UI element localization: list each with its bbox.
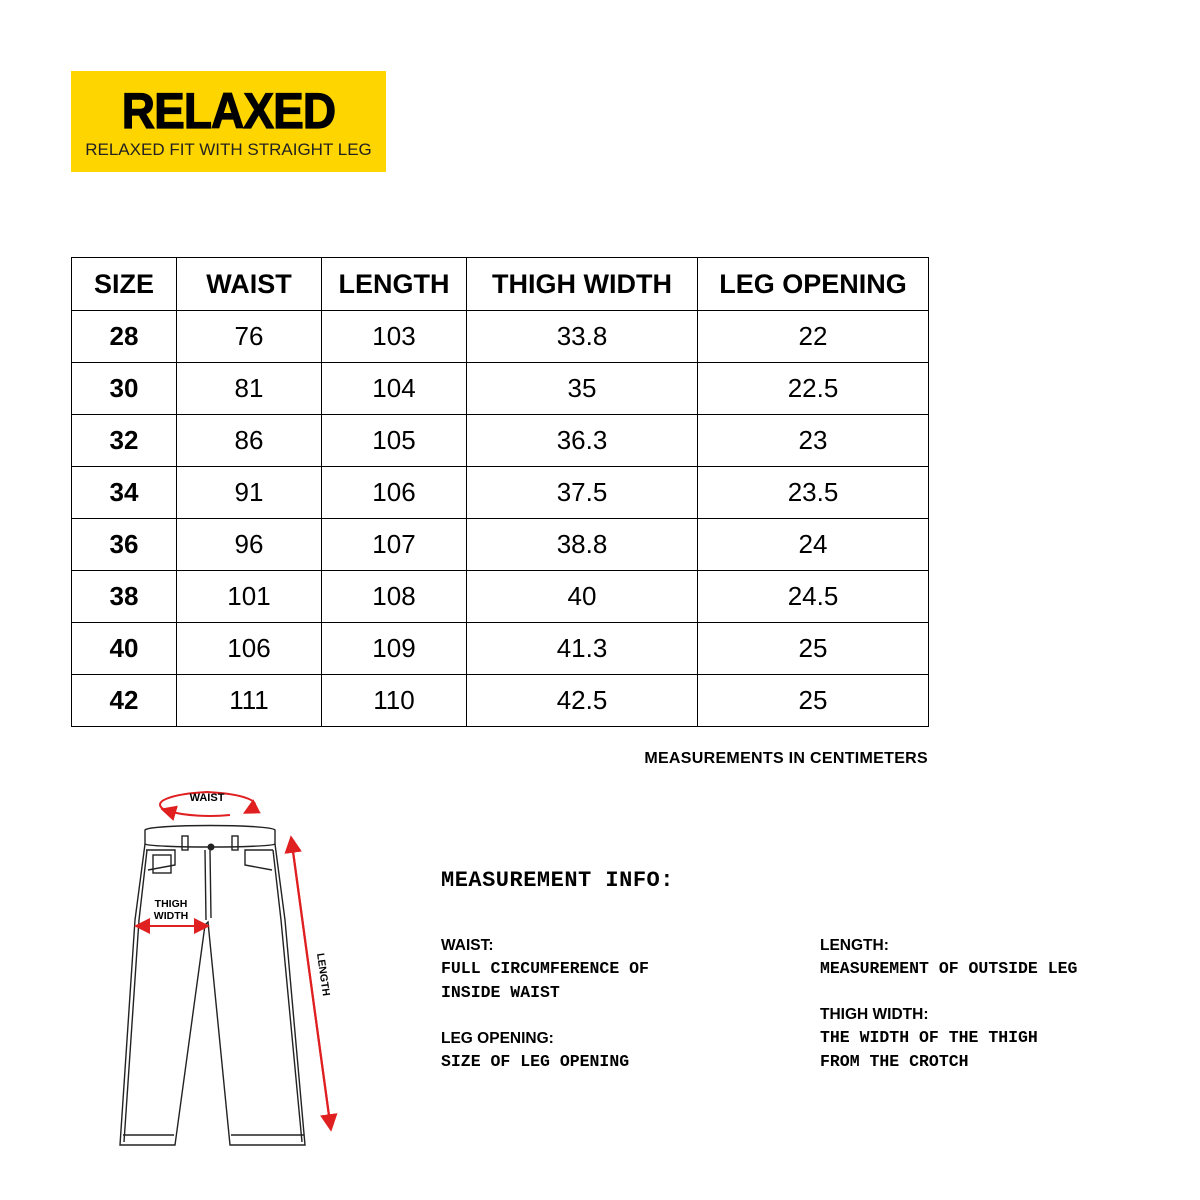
table-row	[72, 467, 929, 519]
info-waist-desc: FULL CIRCUMFERENCE OF INSIDE WAIST	[441, 959, 649, 1002]
measurement-info-heading: MEASUREMENT INFO:	[441, 868, 674, 893]
leg-opening-cell: 22.5	[698, 363, 929, 415]
table-row	[72, 363, 929, 415]
leg-opening-cell: 22	[698, 311, 929, 363]
leg-opening-cell: 24	[698, 519, 929, 571]
fit-subtitle: RELAXED FIT WITH STRAIGHT LEG	[85, 140, 372, 159]
size-cell: 42	[72, 675, 177, 727]
header-size: SIZE	[72, 258, 177, 311]
header-waist: WAIST	[177, 258, 322, 311]
table-row	[72, 519, 929, 571]
waist-cell: 96	[177, 519, 322, 571]
waist-cell: 86	[177, 415, 322, 467]
waist-cell: 76	[177, 311, 322, 363]
waist-cell: 81	[177, 363, 322, 415]
waist-cell: 111	[177, 675, 322, 727]
size-cell: 40	[72, 623, 177, 675]
length-cell: 105	[322, 415, 467, 467]
size-cell: 28	[72, 311, 177, 363]
length-cell: 106	[322, 467, 467, 519]
waist-cell: 91	[177, 467, 322, 519]
info-thigh-width-term: THIGH WIDTH:	[820, 1006, 929, 1023]
length-cell: 103	[322, 311, 467, 363]
fit-title: RELAXED	[121, 83, 336, 139]
thigh-width-cell: 33.8	[467, 311, 698, 363]
length-cell: 108	[322, 571, 467, 623]
thigh-width-cell: 42.5	[467, 675, 698, 727]
info-leg-opening	[441, 1028, 629, 1074]
size-cell: 34	[72, 467, 177, 519]
thigh-label-line2: WIDTH	[153, 910, 189, 922]
leg-opening-cell: 23.5	[698, 467, 929, 519]
leg-opening-cell: 25	[698, 675, 929, 727]
size-cell: 38	[72, 571, 177, 623]
waist-cell: 101	[177, 571, 322, 623]
table-row	[72, 311, 929, 363]
table-row	[72, 675, 929, 727]
info-leg-opening-term: LEG OPENING:	[441, 1030, 554, 1047]
info-waist-term: WAIST:	[441, 937, 494, 954]
button-icon	[208, 844, 215, 851]
thigh-width-cell: 37.5	[467, 467, 698, 519]
waist-label: WAIST	[189, 792, 225, 804]
size-cell: 32	[72, 415, 177, 467]
table-header-row	[72, 258, 929, 311]
thigh-width-cell: 35	[467, 363, 698, 415]
units-note: MEASUREMENTS IN CENTIMETERS	[644, 750, 928, 767]
thigh-width-cell: 41.3	[467, 623, 698, 675]
length-cell: 110	[322, 675, 467, 727]
thigh-label-line1: THIGH	[154, 898, 188, 910]
leg-opening-cell: 25	[698, 623, 929, 675]
size-cell: 30	[72, 363, 177, 415]
thigh-width-cell: 38.8	[467, 519, 698, 571]
table-row	[72, 571, 929, 623]
waist-cell: 106	[177, 623, 322, 675]
info-thigh-width-desc: THE WIDTH OF THE THIGH FROM THE CROTCH	[820, 1028, 1038, 1071]
header-leg-opening: LEG OPENING	[698, 258, 929, 311]
header-thigh-width: THIGH WIDTH	[467, 258, 698, 311]
info-length-desc: MEASUREMENT OF OUTSIDE LEG	[820, 959, 1078, 978]
table-row	[72, 623, 929, 675]
fit-badge	[71, 71, 386, 172]
leg-opening-cell: 23	[698, 415, 929, 467]
info-thigh-width	[820, 1004, 1038, 1074]
thigh-width-cell: 36.3	[467, 415, 698, 467]
jeans-outline	[120, 826, 305, 1146]
size-chart-table	[71, 257, 929, 727]
leg-opening-cell: 24.5	[698, 571, 929, 623]
info-leg-opening-desc: SIZE OF LEG OPENING	[441, 1052, 630, 1071]
length-cell: 107	[322, 519, 467, 571]
size-cell: 36	[72, 519, 177, 571]
thigh-width-cell: 40	[467, 571, 698, 623]
info-length	[820, 935, 1077, 981]
info-waist	[441, 935, 649, 1005]
info-length-term: LENGTH:	[820, 937, 889, 954]
length-cell: 109	[322, 623, 467, 675]
length-cell: 104	[322, 363, 467, 415]
header-length: LENGTH	[322, 258, 467, 311]
table-row	[72, 415, 929, 467]
length-label: LENGTH	[314, 952, 332, 997]
jeans-diagram	[90, 780, 350, 1160]
